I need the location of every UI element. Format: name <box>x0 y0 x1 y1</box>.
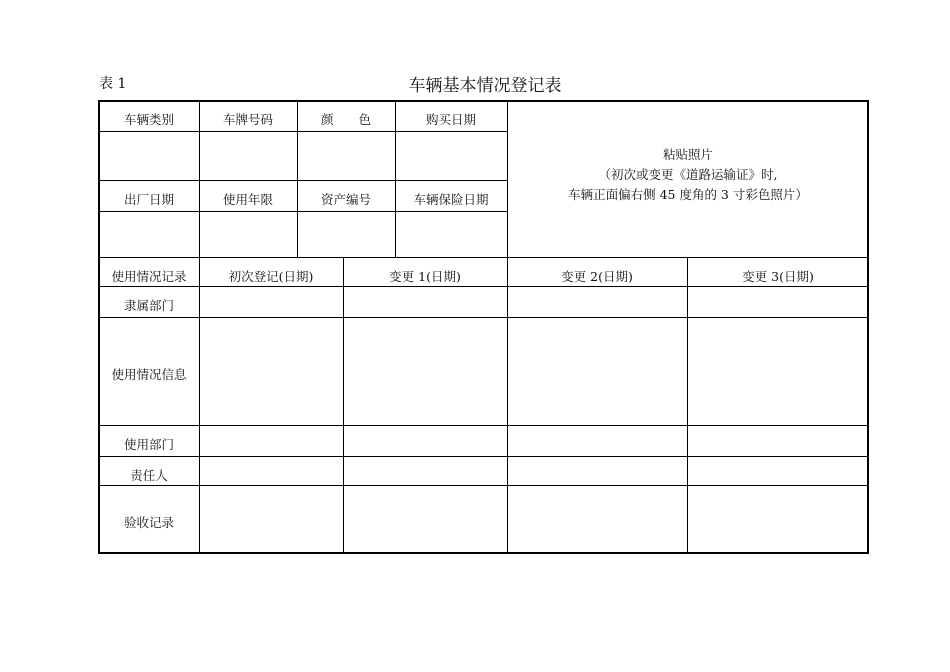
row-label: 使用情况信息 <box>111 367 187 382</box>
row-label: 验收记录 <box>123 515 174 530</box>
label-asset-number: 资产编号 <box>320 192 371 207</box>
grid-line <box>99 257 869 258</box>
column-header: 初次登记(日期) <box>228 269 314 284</box>
grid-line <box>99 211 507 212</box>
grid-line <box>687 257 688 554</box>
label-factory-date: 出厂日期 <box>123 192 174 207</box>
label-purchase-date: 购买日期 <box>425 112 476 127</box>
column-header: 变更 3(日期) <box>742 269 814 284</box>
column-header: 变更 1(日期) <box>389 269 461 284</box>
label-insurance-date: 车辆保险日期 <box>413 192 489 207</box>
row-label: 隶属部门 <box>123 298 174 313</box>
label-vehicle-type: 车辆类别 <box>123 112 174 127</box>
row-label: 责任人 <box>130 468 168 483</box>
column-header: 变更 2(日期) <box>561 269 633 284</box>
page-title: 车辆基本情况登记表 <box>408 76 562 96</box>
label-usage-record: 使用情况记录 <box>111 269 187 284</box>
label-plate-number: 车牌号码 <box>222 112 273 127</box>
grid-line <box>343 257 344 554</box>
grid-line <box>99 317 869 318</box>
photo-instruction-line: 车辆正面偏右侧 45 度角的 3 寸彩色照片） <box>568 187 808 202</box>
photo-instruction-line: 粘贴照片 <box>662 147 713 162</box>
label-color: 颜 色 <box>320 112 371 127</box>
grid-line <box>99 180 507 181</box>
photo-instruction-line: （初次或变更《道路运输证》时, <box>598 167 778 182</box>
grid-line <box>99 425 869 426</box>
grid-line <box>99 286 869 287</box>
grid-line <box>99 131 507 132</box>
grid-line <box>199 257 200 554</box>
table-number: 表 1 <box>99 76 127 92</box>
grid-line <box>99 485 869 486</box>
grid-line <box>507 257 508 554</box>
photo-placeholder <box>507 145 869 205</box>
label-service-years: 使用年限 <box>222 192 273 207</box>
grid-line <box>99 456 869 457</box>
row-label: 使用部门 <box>123 437 174 452</box>
